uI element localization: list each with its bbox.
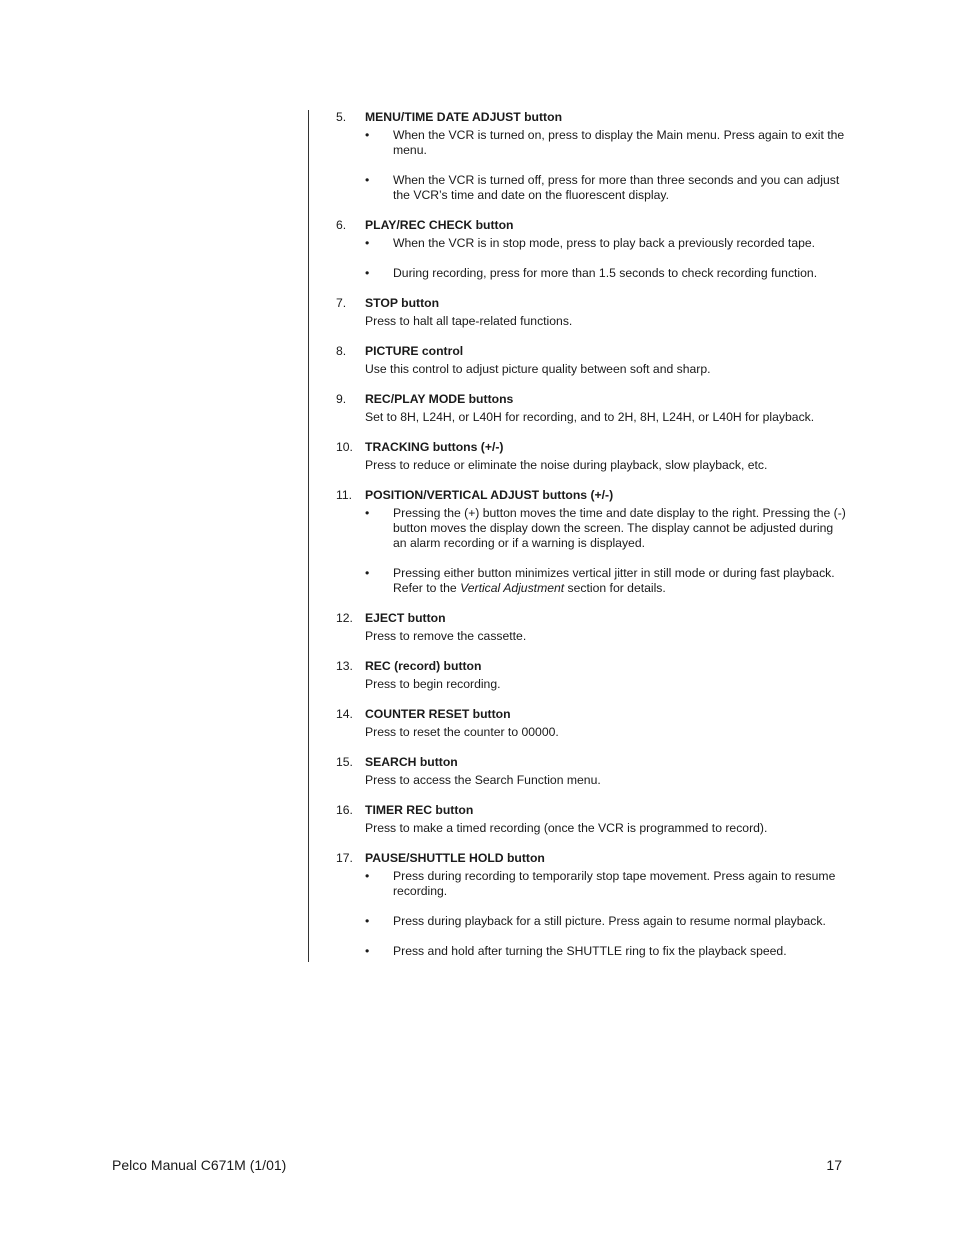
vertical-adjustment-reference: Vertical Adjustment — [460, 581, 565, 595]
item-text: Use this control to adjust picture quality between soft and sharp. — [365, 362, 711, 376]
item-number: 17. — [336, 851, 353, 865]
item-7 — [336, 296, 846, 329]
item-title: REC/PLAY MODE buttons — [365, 392, 514, 406]
item-number: 9. — [336, 392, 347, 406]
item-title: TRACKING buttons (+/-) — [365, 440, 504, 454]
item-text: Set to 8H, L24H, or L40H for recording, and to 2H, 8H, L24H, or L40H for playback. — [365, 410, 815, 424]
item-14 — [336, 707, 846, 740]
bullet-item: • Press during playback for a still picture. Press again to resume normal playback. — [365, 914, 826, 928]
bullet-item: • When the VCR is turned off, press for more than three seconds and you can adjust the VCR’s time and date on the fluorescent display. — [365, 173, 840, 202]
item-text: Press to make a timed recording (once the VCR is programmed to record). — [365, 821, 768, 835]
item-10 — [336, 440, 846, 473]
item-title: COUNTER RESET button — [365, 707, 511, 721]
change-bar — [308, 110, 309, 962]
item-title: PLAY/REC CHECK button — [365, 218, 514, 232]
item-number: 8. — [336, 344, 347, 358]
bullet-icon: • — [365, 266, 370, 280]
item-title: SEARCH button — [365, 755, 458, 769]
button-descriptions — [336, 110, 846, 959]
bullet-list — [365, 506, 846, 596]
item-number: 12. — [336, 611, 353, 625]
item-number: 11. — [336, 488, 353, 502]
bullet-icon: • — [365, 566, 370, 580]
item-title: POSITION/VERTICAL ADJUST buttons (+/-) — [365, 488, 614, 502]
bullet-icon: • — [365, 869, 370, 883]
bullet-item: • Press and hold after turning the SHUTTLE ring to fix the playback speed. — [365, 944, 787, 958]
item-15 — [336, 755, 846, 788]
item-number: 14. — [336, 707, 353, 721]
bullet-item: • Press during recording to temporarily stop tape movement. Press again to resume recording. — [365, 869, 836, 898]
item-number: 7. — [336, 296, 347, 310]
bullet-icon: • — [365, 128, 370, 142]
bullet-icon: • — [365, 914, 370, 928]
bullet-list — [365, 236, 846, 281]
bullet-list — [365, 128, 846, 203]
item-title: PAUSE/SHUTTLE HOLD button — [365, 851, 545, 865]
item-6 — [336, 218, 846, 281]
item-number: 5. — [336, 110, 347, 124]
item-text: Press to reset the counter to 00000. — [365, 725, 559, 739]
item-number: 6. — [336, 218, 347, 232]
bullet-icon: • — [365, 173, 370, 187]
item-number: 15. — [336, 755, 353, 769]
bullet-item: • Pressing the (+) button moves the time and date display to the right. Pressing the (-) button moves the display down the screen. The display cannot be adjusted during an alarm recording or if a warning is displayed. — [365, 506, 846, 550]
item-17 — [336, 851, 846, 959]
bullet-item: • When the VCR is in stop mode, press to play back a previously recorded tape. — [365, 236, 816, 250]
item-title: TIMER REC button — [365, 803, 474, 817]
item-16 — [336, 803, 846, 836]
item-number: 13. — [336, 659, 353, 673]
item-number: 10. — [336, 440, 353, 454]
item-title: MENU/TIME DATE ADJUST button — [365, 110, 563, 124]
bullet-icon: • — [365, 506, 370, 520]
item-text: Press to reduce or eliminate the noise during playback, slow playback, etc. — [365, 458, 768, 472]
bullet-icon: • — [365, 236, 370, 250]
manual-title: Pelco Manual C671M (1/01) — [112, 1157, 287, 1173]
bullet-item: • Pressing either button minimizes vertical jitter in still mode or during fast playback. Refer to the Vertical Adjustment section for details. — [365, 566, 835, 595]
item-12 — [336, 611, 846, 644]
bullet-icon: • — [365, 944, 370, 958]
item-title: EJECT button — [365, 611, 446, 625]
item-text: Press to begin recording. — [365, 677, 501, 691]
bullet-item: • During recording, press for more than 1.5 seconds to check recording function. — [365, 266, 818, 280]
item-text: Press to halt all tape-related functions. — [365, 314, 573, 328]
item-9 — [336, 392, 846, 425]
item-number: 16. — [336, 803, 353, 817]
page-number: 17 — [826, 1157, 842, 1173]
item-8 — [336, 344, 846, 377]
bullet-list — [365, 869, 846, 959]
item-11 — [336, 488, 846, 596]
item-text: Press to remove the cassette. — [365, 629, 527, 643]
item-text: Press to access the Search Function menu. — [365, 773, 601, 787]
item-13 — [336, 659, 846, 692]
item-title: REC (record) button — [365, 659, 482, 673]
bullet-item: • When the VCR is turned on, press to display the Main menu. Press again to exit the menu. — [365, 128, 845, 157]
item-5 — [336, 110, 846, 203]
item-title: STOP button — [365, 296, 440, 310]
item-title: PICTURE control — [365, 344, 464, 358]
